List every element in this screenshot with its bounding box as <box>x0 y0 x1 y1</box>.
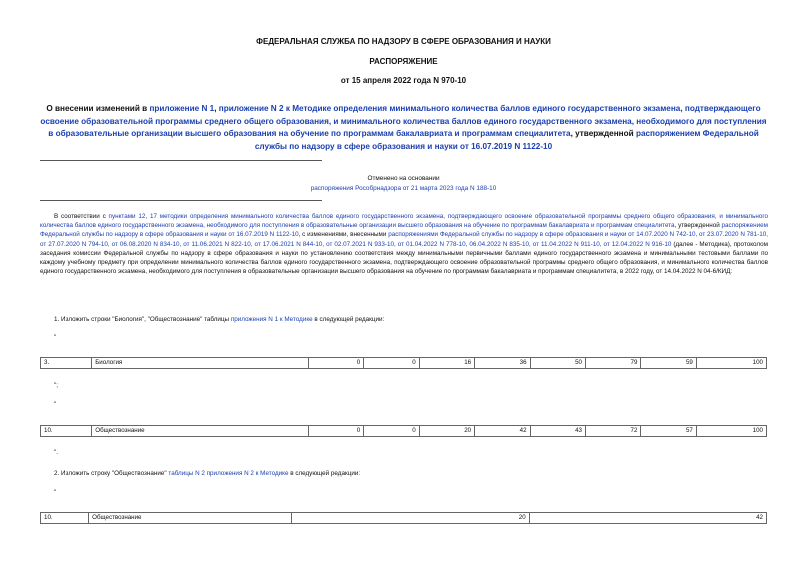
document-type: РАСПОРЯЖЕНИЕ <box>369 57 438 66</box>
cancelled-note: Отменено на основании <box>367 175 440 182</box>
table-cell: 100 <box>696 358 766 369</box>
appendix-2-table-2-link[interactable]: таблицы N 2 приложения N 2 к Методике <box>168 470 289 477</box>
quote-open: " <box>54 334 57 341</box>
table-cell: 20 <box>292 513 529 524</box>
table-row <box>41 513 767 524</box>
quote-close: "; <box>54 382 58 389</box>
item-1 <box>54 316 384 323</box>
divider <box>40 200 322 201</box>
social-studies-table-2 <box>40 512 767 524</box>
table-cell: 79 <box>585 358 640 369</box>
table-cell: 100 <box>696 426 766 437</box>
cancellation-basis-link[interactable]: распоряжения Рособрнадзора от 21 марта 2023 года N 188-10 <box>310 185 497 192</box>
row-number: 3. <box>41 358 92 369</box>
title-text: О внесении изменений в <box>46 104 150 113</box>
table-cell: 36 <box>475 358 530 369</box>
table-cell: 20 <box>419 426 474 437</box>
title-link-appendix-1[interactable]: приложение N 1 <box>149 104 215 113</box>
paragraph-text: В соответствии с <box>54 213 109 220</box>
quote-close: ". <box>54 449 58 456</box>
item-2 <box>54 470 360 477</box>
item-text: в следующей редакции: <box>288 470 361 477</box>
divider <box>40 160 322 161</box>
title-link-order[interactable]: распоряжением Федеральной службы по надзору в сфере образования и науки от 16.07.2019 N 1122-10 <box>254 129 759 151</box>
table-cell: 72 <box>585 426 640 437</box>
paragraph-text: , утвержденной <box>674 222 722 230</box>
document-title <box>40 103 767 153</box>
title-link-appendix-2[interactable]: приложение N 2 к Методике определения минимального количества баллов единого государственного экзамена, подтверждающего освоение образовательной программы среднего общего образования, и минимального количества баллов единого государственного экзамена, необходимого для поступления в образовательные организации высшего образования на обучение по программам бакалавриата и программам специалитета <box>40 104 767 138</box>
item-text: в следующей редакции: <box>312 316 385 323</box>
table-cell: 43 <box>530 426 585 437</box>
table-cell: 0 <box>308 358 363 369</box>
table-row <box>41 358 767 369</box>
paragraph-text: , с изменениями, внесенными <box>298 231 389 239</box>
order-1122-link[interactable]: распоряжением Федеральной службы по надзору в сфере образования и науки от 16.07.2019 N 1122-10 <box>40 222 768 239</box>
table-row <box>41 426 767 437</box>
table-cell: 0 <box>308 426 363 437</box>
row-number: 10. <box>41 426 92 437</box>
subject-name: Обществознание <box>89 513 292 524</box>
paragraph-text: (далее - Методика), протоколом заседания комиссии Федеральной службы по надзору в сфере образования и науки по установлению соответствия между минимальными первичными баллами единого государственного экзамена и минимальными тестовыми баллами по каждому учебному предмету при определении минимального количества баллов единого государственного экзамена, подтверждающего освоение образовательной программы среднего общего образования, и минимального количества баллов единого государственного экзамена, необходимого для поступления в образовательные организации высшего образования на обучение по программам бакалавриата и программам специалитета, в 2022 году, от 14.04.2022 N 04-6/КИД: <box>40 240 768 276</box>
table-cell: 16 <box>419 358 474 369</box>
appendix-1-link[interactable]: приложения N 1 к Методике <box>230 316 313 323</box>
item-text: 2. Изложить строку "Обществознание" <box>54 470 169 477</box>
table-cell: 42 <box>475 426 530 437</box>
methodology-points-link[interactable]: пунктами 12, 17 методики определения минимального количества баллов единого государственного экзамена, подтверждающего освоение образовательной программы среднего общего образования, и минимального количества баллов единого государственного экзамена, необходимого для поступления в образовательные организации высшего образования на обучение по программам бакалавриата и программам специалитета <box>40 213 768 230</box>
social-studies-table <box>40 425 767 437</box>
table-cell: 42 <box>529 513 766 524</box>
quote-open: " <box>54 401 57 408</box>
table-cell: 0 <box>364 358 419 369</box>
table-cell: 57 <box>641 426 696 437</box>
title-text: , <box>214 104 219 113</box>
title-text: , утвержденной <box>570 129 636 138</box>
row-number: 10. <box>41 513 89 524</box>
document-date-number: от 15 апреля 2022 года N 970-10 <box>340 76 467 85</box>
quote-open: " <box>54 489 57 496</box>
subject-name: Биология <box>92 358 309 369</box>
table-cell: 0 <box>364 426 419 437</box>
agency-heading: ФЕДЕРАЛЬНАЯ СЛУЖБА ПО НАДЗОРУ В СФЕРЕ ОБРАЗОВАНИЯ И НАУКИ <box>256 37 551 46</box>
preamble-paragraph <box>40 212 768 276</box>
subject-name: Обществознание <box>92 426 309 437</box>
table-cell: 50 <box>530 358 585 369</box>
item-text: 1. Изложить строки "Биология", "Обществознание" таблицы <box>54 316 231 323</box>
table-cell: 59 <box>641 358 696 369</box>
biology-table <box>40 357 767 369</box>
amending-orders-link[interactable]: распоряжениями Федеральной службы по надзору в сфере образования и науки от 14.07.2020 N 742-10, от 23.07.2020 N 781-10, от 27.07.2020 N 794-10, от 06.08.2020 N 834-10, от 11.06.2021 N 822-10, от 17.06.2021 N 844-10, от 02.07.2021 N 933-10, от 01.04.2022 N 778-10, 06.04.2022 N 835-10, от 11.04.2022 N 911-10, от 12.04.2022 N 916-10 <box>40 231 769 248</box>
